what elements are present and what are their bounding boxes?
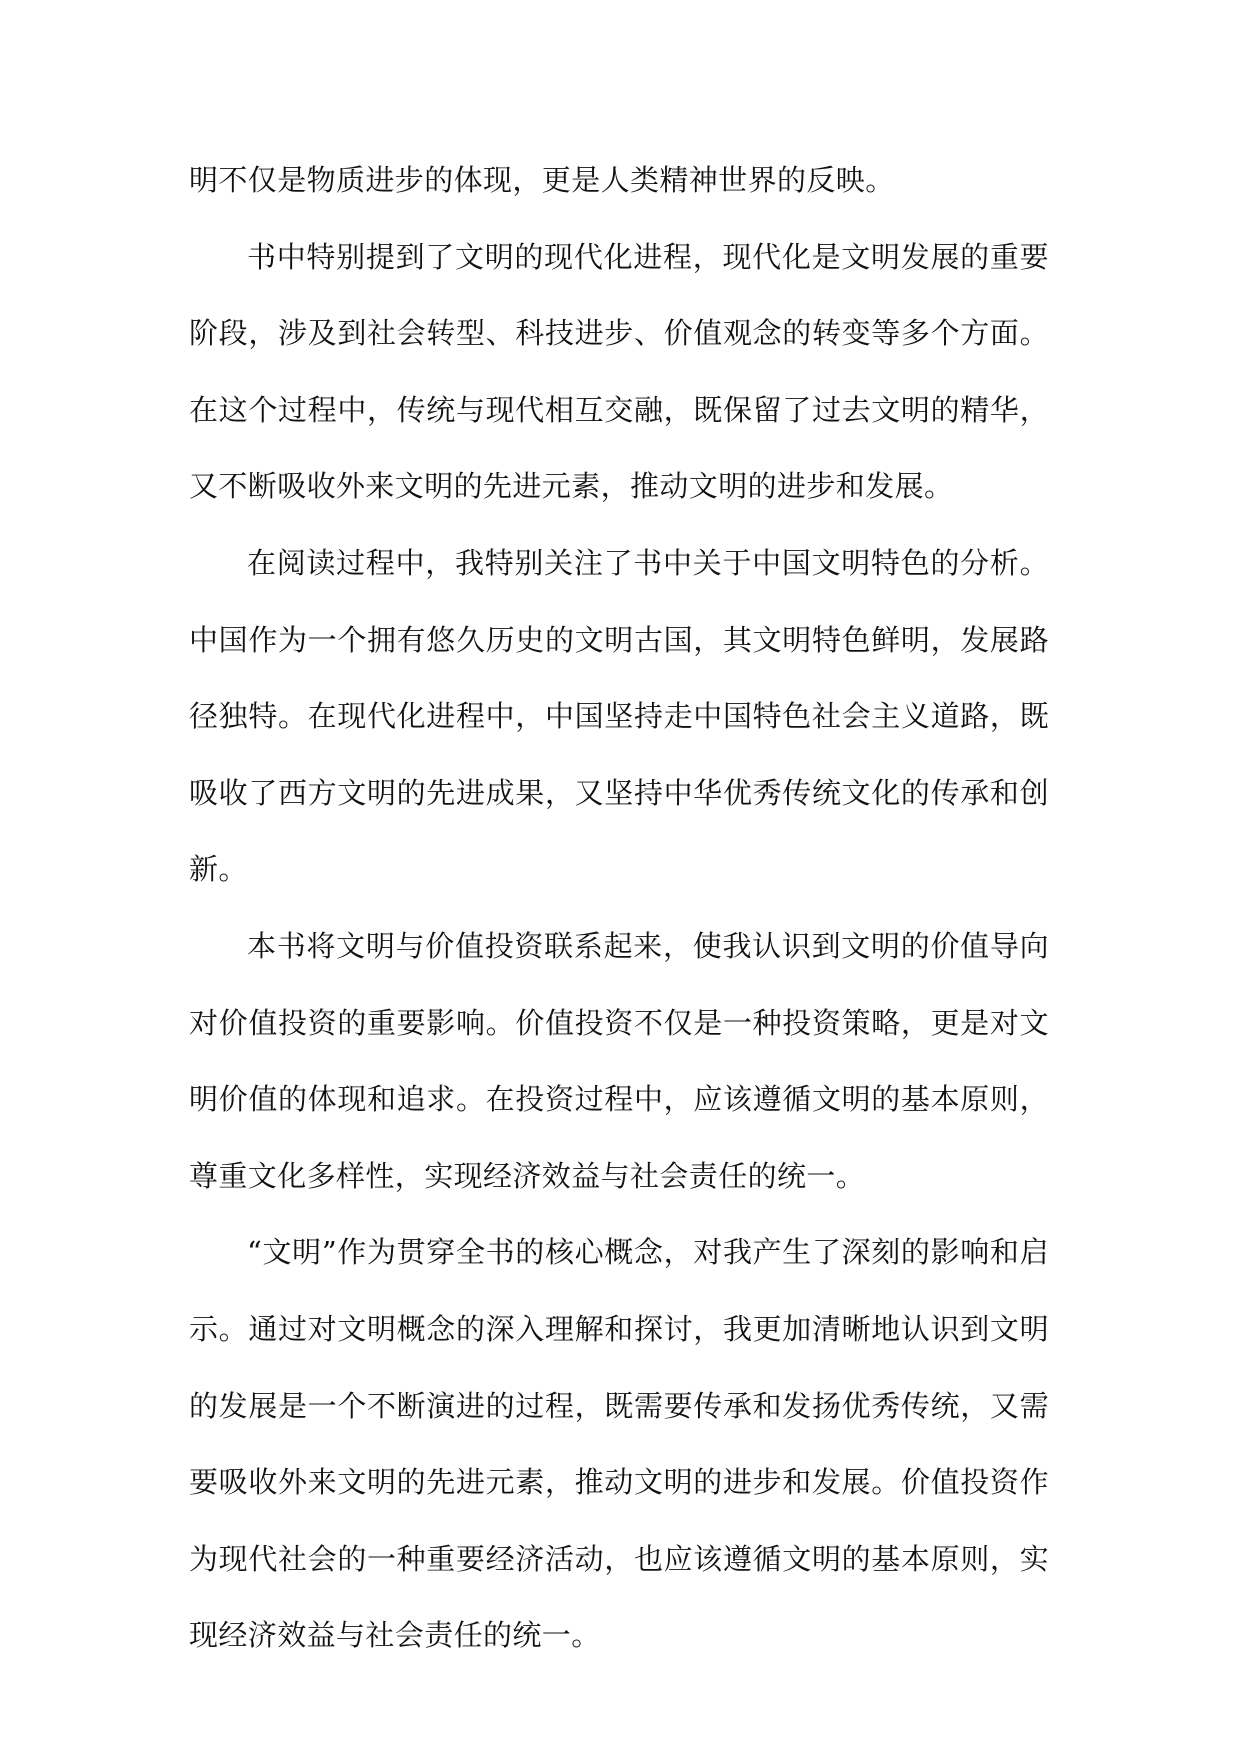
paragraph-modernization: 书中特别提到了文明的现代化进程，现代化是文明发展的重要阶段，涉及到社会转型、科技进步、价值观念的转变等多个方面。在这个过程中，传统与现代相互交融，既保留了过去文明的精华，又不断吸收外来文明的先进元素，推动文明的进步和发展。 (189, 239, 1049, 504)
paragraph-chinese-civilization: 在阅读过程中，我特别关注了书中关于中国文明特色的分析。中国作为一个拥有悠久历史的文明古国，其文明特色鲜明，发展路径独特。在现代化进程中，中国坚持走中国特色社会主义道路，既吸收了西方文明的先进成果，又坚持中华优秀传统文化的传承和创新。 (189, 545, 1049, 887)
paragraph-value-investing: 本书将文明与价值投资联系起来，使我认识到文明的价值导向对价值投资的重要影响。价值投资不仅是一种投资策略，更是对文明价值的体现和追求。在投资过程中，应该遵循文明的基本原则，尊重文化多样性，实现经济效益与社会责任的统一。 (189, 928, 1049, 1193)
body-text (189, 142, 1049, 1674)
paragraph-conclusion: “文明”作为贯穿全书的核心概念，对我产生了深刻的影响和启示。通过对文明概念的深入理解和探讨，我更加清晰地认识到文明的发展是一个不断演进的过程，既需要传承和发扬优秀传统，又需要吸收外来文明的先进元素，推动文明的进步和发展。价值投资作为现代社会的一种重要经济活动，也应该遵循文明的基本原则，实现经济效益与社会责任的统一。 (189, 1235, 1049, 1653)
paragraph-continuation: 明不仅是物质进步的体现，更是人类精神世界的反映。 (189, 163, 895, 197)
